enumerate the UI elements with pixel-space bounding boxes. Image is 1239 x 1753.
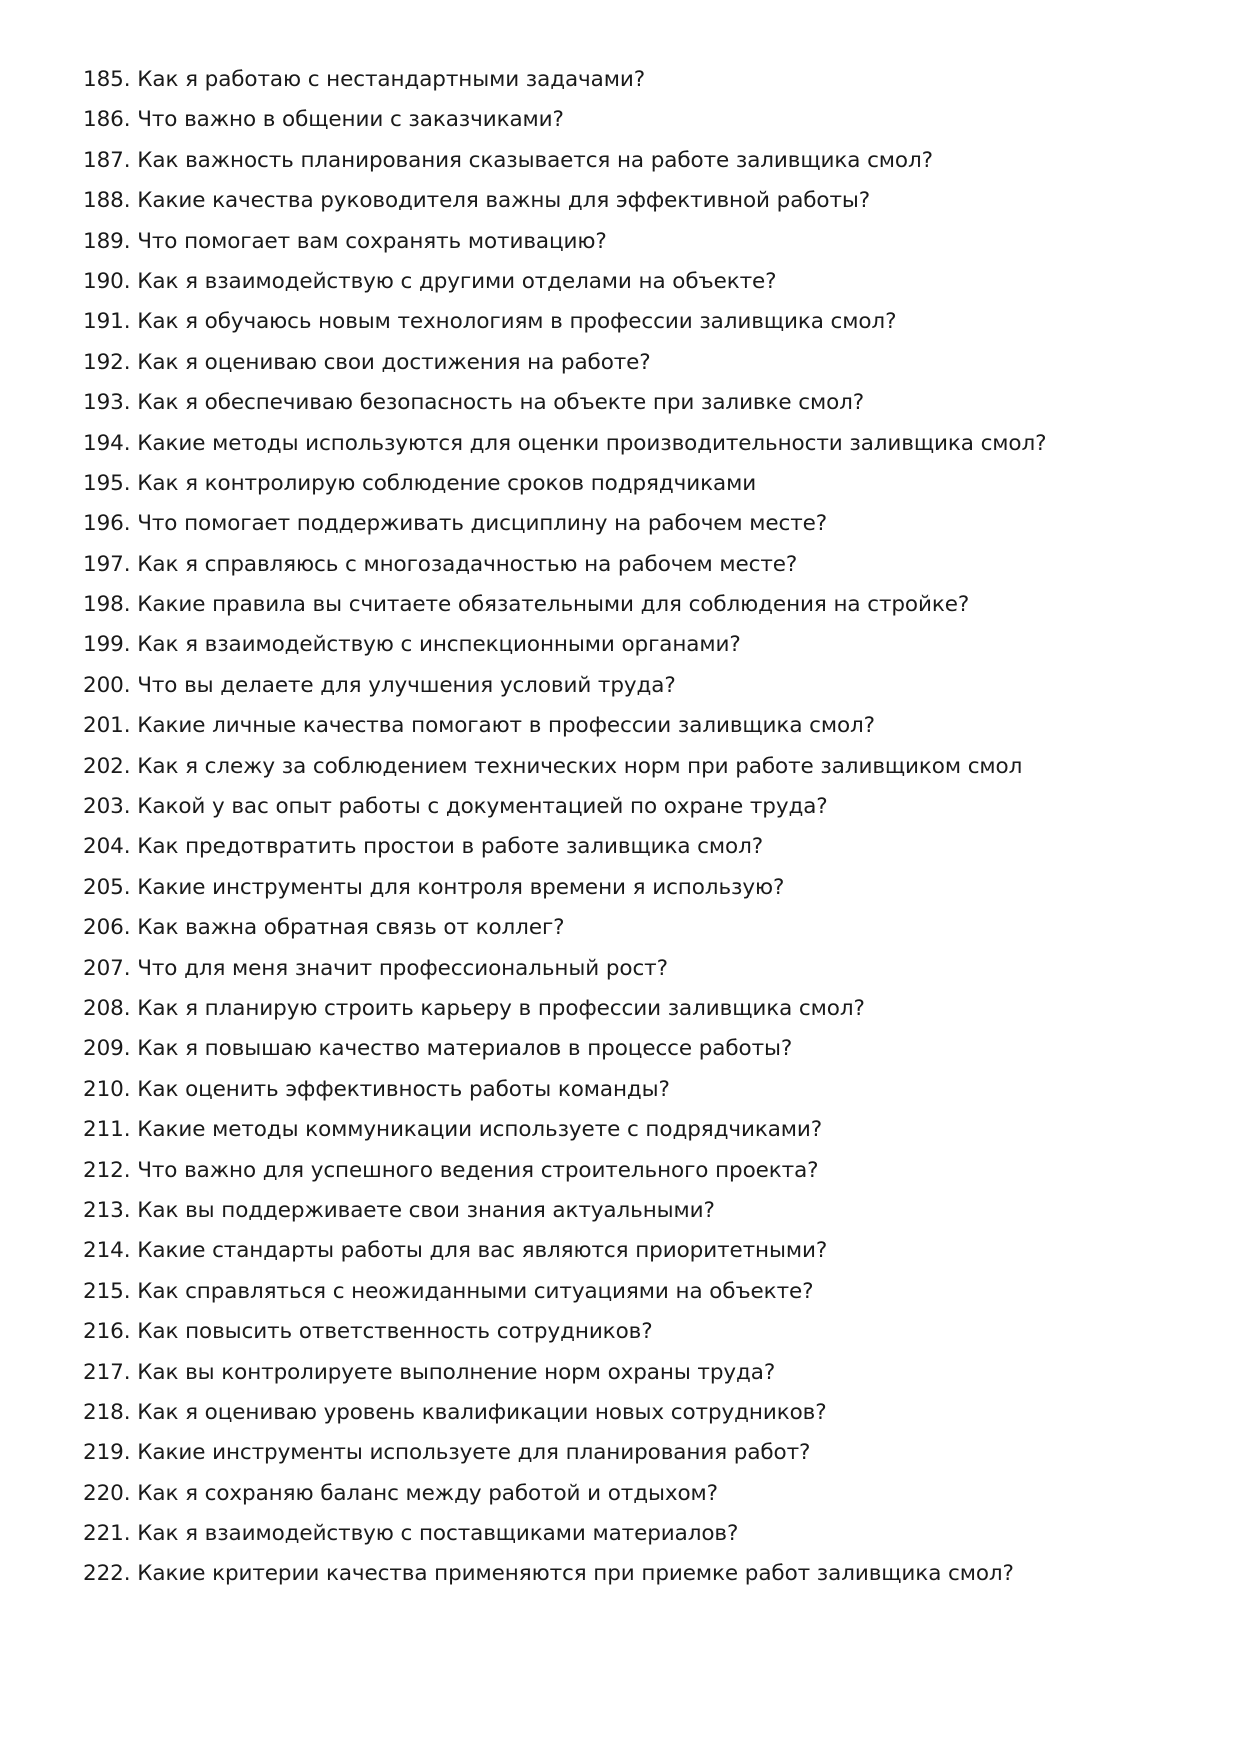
- question-item: [83, 1191, 1203, 1231]
- question-item: [83, 989, 1203, 1029]
- question-text: Какие правила вы считаете обязательными для соблюдения на стройке?: [137, 592, 970, 618]
- question-item: [83, 424, 1203, 464]
- question-text: Что помогает вам сохранять мотивацию?: [137, 228, 607, 254]
- question-item: [83, 222, 1203, 262]
- question-number: 189.: [83, 228, 131, 254]
- question-text: Что помогает поддерживать дисциплину на рабочем месте?: [137, 511, 828, 537]
- question-number: 212.: [83, 1157, 131, 1183]
- question-number: 188.: [83, 188, 131, 214]
- question-number: 193.: [83, 390, 131, 416]
- question-number: 213.: [83, 1197, 131, 1223]
- question-item: [83, 262, 1203, 302]
- question-item: [83, 868, 1203, 908]
- question-text: Какой у вас опыт работы с документацией по охране труда?: [137, 794, 828, 820]
- question-number: 200.: [83, 672, 131, 698]
- question-number: 206.: [83, 915, 131, 941]
- question-item: [83, 585, 1203, 625]
- question-number: 204.: [83, 834, 131, 860]
- question-number: 187.: [83, 147, 131, 173]
- question-text: Как справляться с неожиданными ситуациями на объекте?: [137, 1278, 814, 1304]
- question-text: Как я взаимодействую с инспекционными органами?: [137, 632, 741, 658]
- question-number: 191.: [83, 309, 131, 335]
- question-item: [83, 1029, 1203, 1069]
- question-text: Как я взаимодействую с поставщиками материалов?: [137, 1521, 739, 1547]
- question-number: 202.: [83, 753, 131, 779]
- question-item: [83, 1474, 1203, 1514]
- question-text: Как оценить эффективность работы команды?: [137, 1076, 670, 1102]
- question-item: [83, 504, 1203, 544]
- question-item: [83, 1231, 1203, 1271]
- question-text: Какие инструменты для контроля времени я использую?: [137, 874, 785, 900]
- question-text: Как я планирую строить карьеру в профессии заливщика смол?: [137, 995, 865, 1021]
- question-number: 220.: [83, 1480, 131, 1506]
- question-text: Как я взаимодействую с другими отделами на объекте?: [137, 268, 777, 294]
- question-item: [83, 787, 1203, 827]
- question-item: [83, 343, 1203, 383]
- question-item: [83, 100, 1203, 140]
- question-number: 209.: [83, 1036, 131, 1062]
- question-text: Какие критерии качества применяются при приемке работ заливщика смол?: [137, 1561, 1014, 1587]
- question-text: Что важно в общении с заказчиками?: [137, 107, 564, 133]
- question-text: Какие стандарты работы для вас являются приоритетными?: [137, 1238, 828, 1264]
- question-item: [83, 141, 1203, 181]
- question-item: [83, 827, 1203, 867]
- question-text: Как я слежу за соблюдением технических норм при работе заливщиком смол: [137, 753, 1023, 779]
- question-number: 205.: [83, 874, 131, 900]
- question-item: [83, 181, 1203, 221]
- question-item: [83, 666, 1203, 706]
- question-text: Какие инструменты используете для планирования работ?: [137, 1440, 811, 1466]
- question-number: 216.: [83, 1319, 131, 1345]
- question-number: 196.: [83, 511, 131, 537]
- question-item: [83, 1312, 1203, 1352]
- question-text: Как повысить ответственность сотрудников?: [137, 1319, 653, 1345]
- question-text: Как я оцениваю уровень квалификации новых сотрудников?: [137, 1399, 827, 1425]
- question-number: 192.: [83, 349, 131, 375]
- question-text: Как важна обратная связь от коллег?: [137, 915, 565, 941]
- question-text: Какие методы используются для оценки производительности заливщика смол?: [137, 430, 1047, 456]
- question-number: 198.: [83, 592, 131, 618]
- question-item: [83, 625, 1203, 665]
- question-number: 199.: [83, 632, 131, 658]
- question-number: 219.: [83, 1440, 131, 1466]
- question-number: 203.: [83, 794, 131, 820]
- question-text: Как я работаю с нестандартными задачами?: [137, 67, 646, 92]
- question-item: [83, 1353, 1203, 1393]
- question-item: [83, 949, 1203, 989]
- question-item: [83, 60, 1203, 100]
- question-item: [83, 908, 1203, 948]
- question-text: Как я справляюсь с многозадачностью на рабочем месте?: [137, 551, 798, 577]
- question-text: Какие качества руководителя важны для эффективной работы?: [137, 188, 871, 214]
- question-number: 210.: [83, 1076, 131, 1102]
- question-number: 208.: [83, 995, 131, 1021]
- question-item: [83, 1272, 1203, 1312]
- question-number: 215.: [83, 1278, 131, 1304]
- question-number: 195.: [83, 470, 131, 496]
- question-item: [83, 1554, 1203, 1594]
- question-number: 186.: [83, 107, 131, 133]
- question-item: [83, 1070, 1203, 1110]
- question-number: 194.: [83, 430, 131, 456]
- question-text: Какие личные качества помогают в профессии заливщика смол?: [137, 713, 875, 739]
- question-text: Как вы контролируете выполнение норм охраны труда?: [137, 1359, 776, 1385]
- question-text: Как важность планирования сказывается на работе заливщика смол?: [137, 147, 933, 173]
- question-text: Как я контролирую соблюдение сроков подрядчиками: [137, 470, 757, 496]
- question-item: [83, 302, 1203, 342]
- question-text: Что важно для успешного ведения строительного проекта?: [137, 1157, 819, 1183]
- question-number: 197.: [83, 551, 131, 577]
- question-item: [83, 1393, 1203, 1433]
- question-number: 185.: [83, 67, 131, 92]
- question-number: 207.: [83, 955, 131, 981]
- question-text: Как я обеспечиваю безопасность на объекте при заливке смол?: [137, 390, 865, 416]
- question-item: [83, 1151, 1203, 1191]
- question-text: Как вы поддерживаете свои знания актуальными?: [137, 1197, 715, 1223]
- question-item: [83, 1433, 1203, 1473]
- question-text: Как я оцениваю свои достижения на работе?: [137, 349, 651, 375]
- question-number: 214.: [83, 1238, 131, 1264]
- question-text: Что вы делаете для улучшения условий труда?: [137, 672, 676, 698]
- question-item: [83, 1514, 1203, 1554]
- question-text: Что для меня значит профессиональный рост?: [137, 955, 668, 981]
- question-list: [83, 60, 1203, 1595]
- question-text: Как я повышаю качество материалов в процессе работы?: [137, 1036, 793, 1062]
- question-text: Какие методы коммуникации используете с подрядчиками?: [137, 1117, 823, 1143]
- question-number: 222.: [83, 1561, 131, 1587]
- question-item: [83, 383, 1203, 423]
- question-item: [83, 747, 1203, 787]
- question-number: 190.: [83, 268, 131, 294]
- question-text: Как я сохраняю баланс между работой и отдыхом?: [137, 1480, 718, 1506]
- question-item: [83, 1110, 1203, 1150]
- question-number: 201.: [83, 713, 131, 739]
- question-item: [83, 545, 1203, 585]
- question-text: Как предотвратить простои в работе заливщика смол?: [137, 834, 764, 860]
- question-item: [83, 464, 1203, 504]
- question-number: 218.: [83, 1399, 131, 1425]
- question-text: Как я обучаюсь новым технологиям в профессии заливщика смол?: [137, 309, 897, 335]
- question-item: [83, 706, 1203, 746]
- question-number: 211.: [83, 1117, 131, 1143]
- question-number: 221.: [83, 1521, 131, 1547]
- question-number: 217.: [83, 1359, 131, 1385]
